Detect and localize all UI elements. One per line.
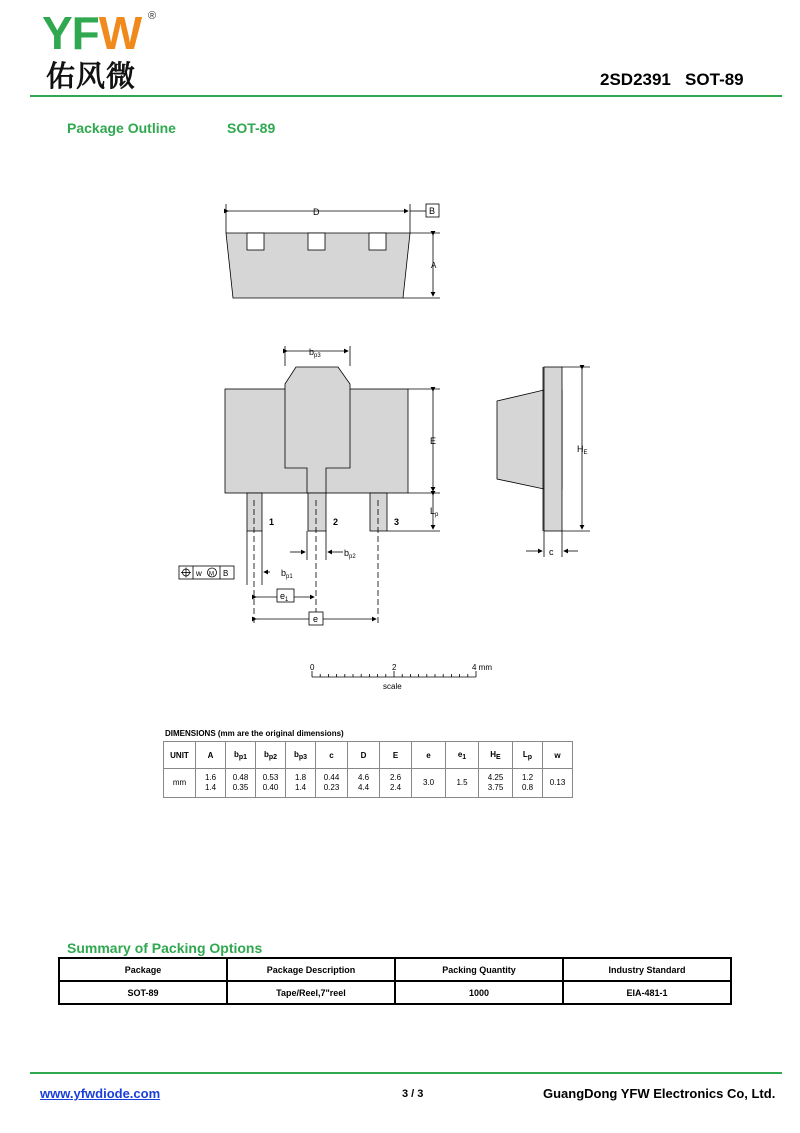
dimensions-value-row: [164, 769, 573, 798]
registered-mark: ®: [148, 10, 157, 22]
dimensions-header-cell: E: [380, 742, 412, 769]
logo-latin: YF: [42, 7, 99, 59]
dimensions-value-cell: 1.8 1.4: [286, 769, 316, 798]
dimensions-header-cell: $e_1$: [446, 742, 479, 769]
packing-row: [59, 981, 731, 1004]
packing-title: Summary of Packing Options: [67, 940, 263, 956]
outline-title: Package Outline: [67, 120, 176, 136]
dimensions-header-cell: $b_{p2}$: [256, 742, 286, 769]
dimensions-value-cell: 3.0: [412, 769, 446, 798]
label-B: B: [429, 206, 436, 216]
label-A: A: [431, 261, 437, 270]
dimensions-value-cell: 0.44 0.23: [316, 769, 348, 798]
side-view-lead: [544, 367, 562, 531]
dimensions-header-cell: $L_p$: [513, 742, 543, 769]
packing-header-cell: Packing Quantity: [395, 958, 563, 981]
packing-cell: Tape/Reel,7"reel: [227, 981, 395, 1004]
label-pin-2: 2: [333, 517, 339, 527]
scale-tick-4: 4 mm: [472, 663, 492, 672]
dimensions-header-cell: e: [412, 742, 446, 769]
page-number: 3 / 3: [402, 1088, 424, 1100]
dimensions-table: [163, 741, 573, 798]
label-e1: $e_1$: [280, 591, 289, 603]
label-HE: $H_E$: [577, 444, 588, 456]
packing-header-cell: Package Description: [227, 958, 395, 981]
scale-label: scale: [383, 682, 402, 691]
dimensions-value-cell: 1.5: [446, 769, 479, 798]
dimensions-header-cell: $b_{p1}$: [226, 742, 256, 769]
part-number-title: 2SD2391 SOT-89: [600, 70, 744, 89]
dimensions-value-cell: 1.2 0.8: [513, 769, 543, 798]
packing-header-row: [59, 958, 731, 981]
label-bp3: $b_{p3}$: [309, 347, 321, 359]
dimensions-header-cell: $H_E$: [479, 742, 513, 769]
packing-table: [58, 957, 732, 1005]
label-pin-3: 3: [394, 517, 400, 527]
company-name: GuangDong YFW Electronics Co, Ltd.: [543, 1086, 776, 1101]
top-view-pin: [369, 233, 386, 250]
pin-1-lead: [247, 493, 262, 531]
dimensions-value-cell: 4.6 4.4: [348, 769, 380, 798]
scale-tick-0: 0: [310, 663, 315, 672]
label-w: w: [196, 569, 202, 578]
website-link[interactable]: www.yfwdiode.com: [40, 1086, 161, 1101]
label-c: c: [549, 547, 554, 557]
footer-divider: [30, 1072, 782, 1074]
packing-cell: SOT-89: [59, 981, 227, 1004]
label-pin-1: 1: [269, 517, 275, 527]
dimensions-value-cell: 0.48 0.35: [226, 769, 256, 798]
label-bp1: $b_{p1}$: [281, 568, 293, 580]
pin-3-lead: [370, 493, 387, 531]
packing-header-cell: Package: [59, 958, 227, 981]
dimensions-value-cell: 0.53 0.40: [256, 769, 286, 798]
dimensions-header-cell: c: [316, 742, 348, 769]
dimensions-unit-cell: mm: [164, 769, 196, 798]
label-tol-B: B: [223, 569, 229, 578]
label-e: e: [313, 614, 319, 624]
pin-2-lead: [308, 493, 326, 531]
dimensions-value-cell: 0.13: [543, 769, 573, 798]
label-M: M: [209, 571, 214, 578]
packing-cell: EIA-481-1: [563, 981, 731, 1004]
dimensions-header-cell: A: [196, 742, 226, 769]
dimensions-header-cell: D: [348, 742, 380, 769]
logo-chinese: 佑风微: [46, 59, 137, 93]
label-bp2: $b_{p2}$: [344, 548, 356, 560]
outline-package: SOT-89: [227, 120, 276, 136]
scale-tick-2: 2: [392, 663, 397, 672]
top-view-pin: [308, 233, 325, 250]
top-view-pin: [247, 233, 264, 250]
dimensions-value-cell: 4.25 3.75: [479, 769, 513, 798]
dimensions-value-cell: 1.6 1.4: [196, 769, 226, 798]
logo-latin-w: W: [98, 7, 142, 59]
dimensions-header-row: [164, 742, 573, 769]
dimensions-header-cell: $b_{p3}$: [286, 742, 316, 769]
dimensions-value-cell: 2.6 2.4: [380, 769, 412, 798]
label-D: D: [313, 207, 320, 217]
label-Lp: $L_p$: [430, 506, 439, 518]
dimensions-caption: DIMENSIONS (mm are the original dimensions): [165, 729, 344, 738]
label-E: E: [430, 436, 437, 446]
packing-header-cell: Industry Standard: [563, 958, 731, 981]
packing-cell: 1000: [395, 981, 563, 1004]
dimensions-header-cell: w: [543, 742, 573, 769]
dimensions-header-cell: UNIT: [164, 742, 196, 769]
